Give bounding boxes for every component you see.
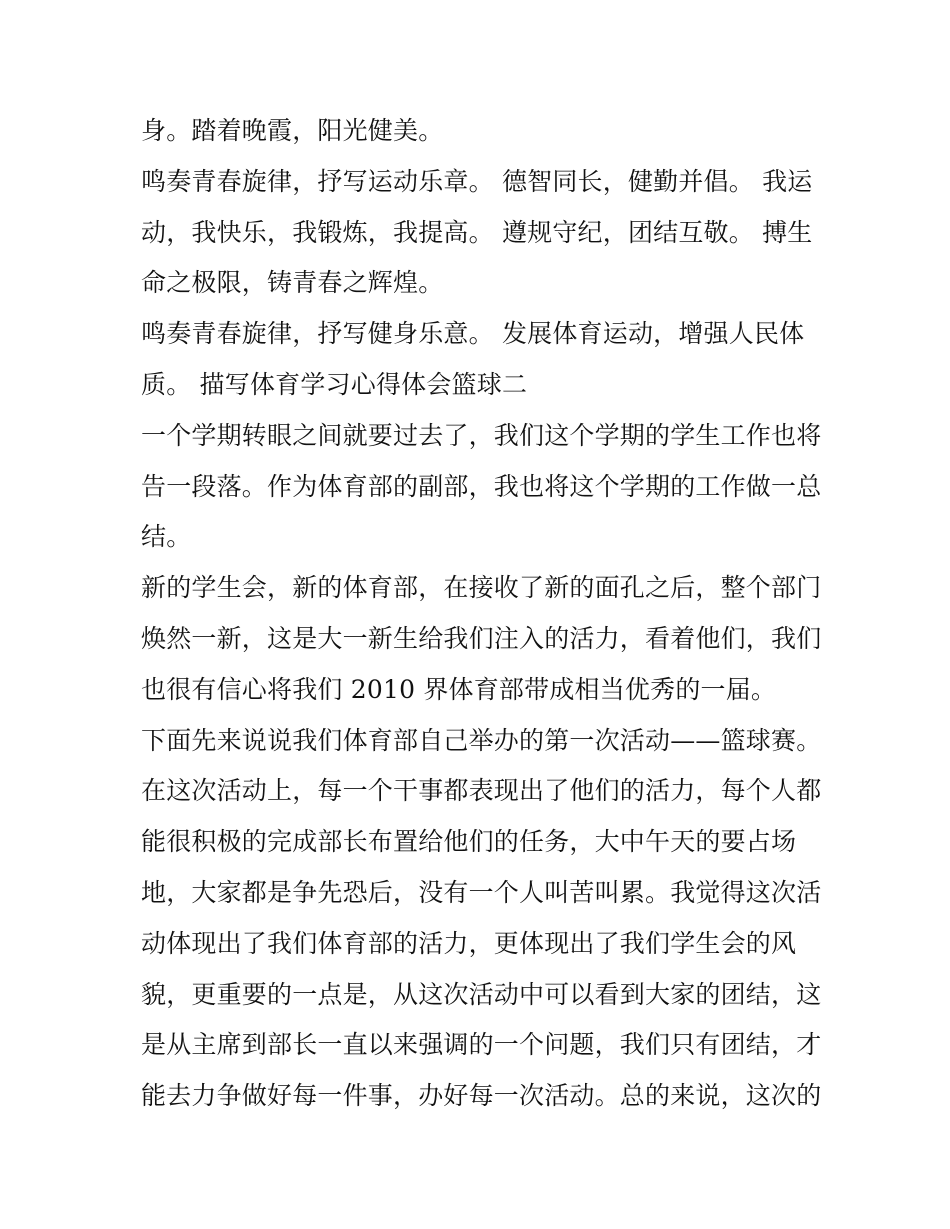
- text-line: 下面先来说说我们体育部自己举办的第一次活动——篮球赛。: [141, 725, 822, 755]
- text-line: 鸣奏青春旋律，抒写运动乐章。 德智同长，健勤并倡。 我运: [141, 166, 813, 196]
- text-line: 鸣奏青春旋律，抒写健身乐意。 发展体育运动，增强人民体: [141, 319, 805, 349]
- text-line: 能去力争做好每一件事，办好每一次活动。总的来说，这次的: [141, 1081, 822, 1111]
- text-line: 一个学期转眼之间就要过去了，我们这个学期的学生工作也将: [141, 420, 822, 450]
- text-line: 也很有信心将我们 2010 界体育部带成相当优秀的一届。: [141, 674, 777, 704]
- text-line: 命之极限，铸青春之辉煌。: [141, 268, 444, 298]
- text-line: 在这次活动上，每一个干事都表现出了他们的活力，每个人都: [141, 776, 822, 806]
- text-line: 是从主席到部长一直以来强调的一个问题，我们只有团结，才: [141, 1030, 822, 1060]
- text-line: 身。踏着晚霞，阳光健美。: [141, 116, 444, 145]
- text-line: 质。 描写体育学习心得体会篮球二: [141, 369, 528, 399]
- text-line: 地，大家都是争先恐后，没有一个人叫苦叫累。我觉得这次活: [141, 877, 822, 907]
- text-line: 貌，更重要的一点是，从这次活动中可以看到大家的团结，这: [141, 979, 822, 1009]
- text-line: 动体现出了我们体育部的活力，更体现出了我们学生会的风: [141, 928, 797, 958]
- text-line: 能很积极的完成部长布置给他们的任务，大中午天的要占场: [141, 827, 797, 857]
- text-line: 告一段落。作为体育部的副部，我也将这个学期的工作做一总: [141, 471, 822, 501]
- document-body: [141, 106, 821, 1122]
- text-line: 焕然一新，这是大一新生给我们注入的活力，看着他们，我们: [141, 623, 822, 653]
- text-line: 结。: [141, 522, 192, 552]
- text-line: 新的学生会，新的体育部，在接收了新的面孔之后，整个部门: [141, 573, 822, 603]
- text-line: 动，我快乐，我锻炼，我提高。 遵规守纪，团结互敬。 搏生: [141, 217, 813, 247]
